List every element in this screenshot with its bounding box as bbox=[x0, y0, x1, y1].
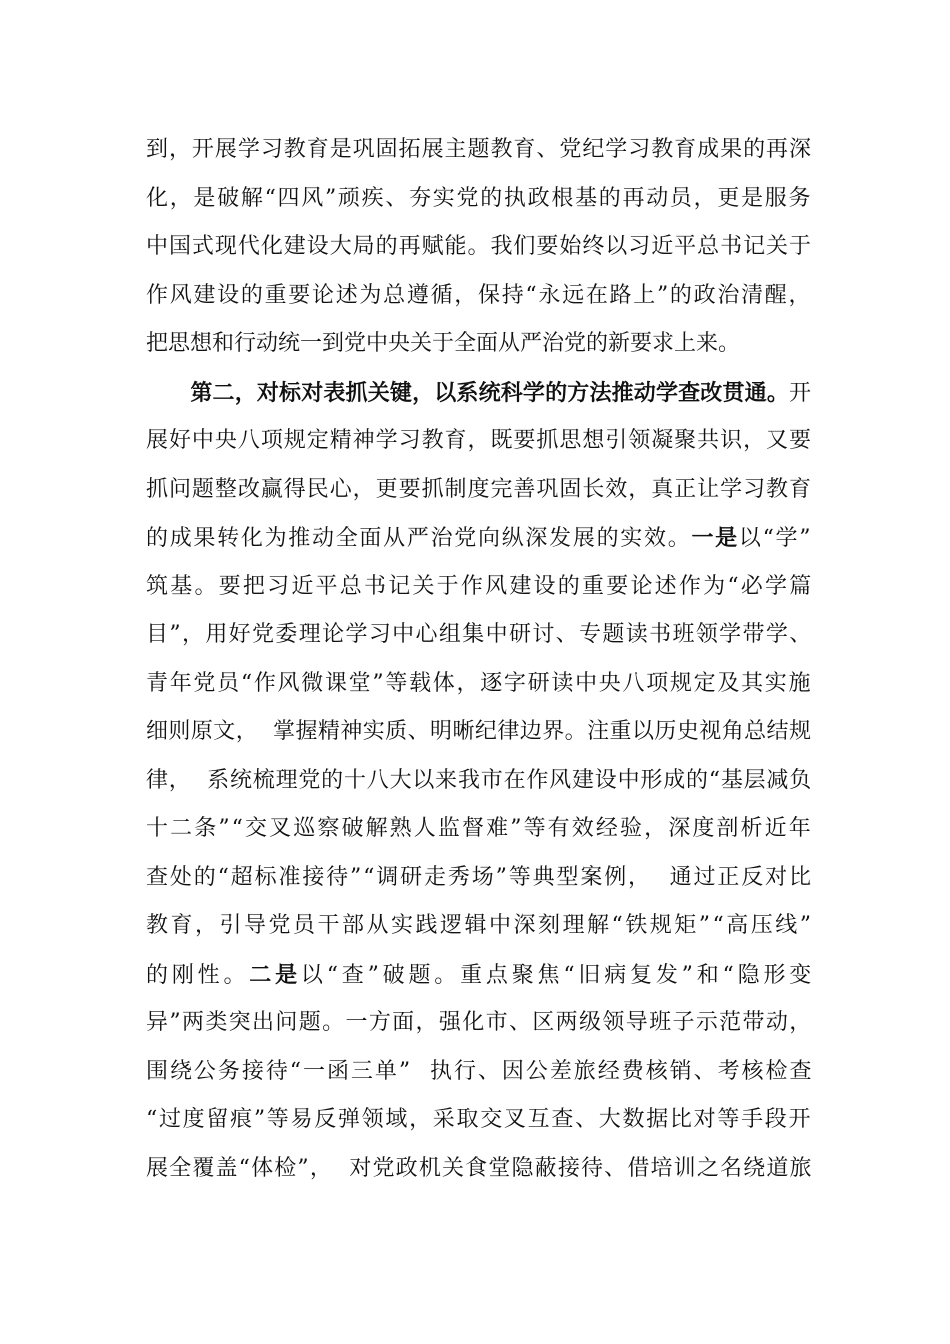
text-segment: 作风建设的重要论述为总遵循，保持“永远在路上”的政治清醒， bbox=[146, 282, 813, 308]
text-line bbox=[146, 470, 812, 510]
text-segment: 教育，引导党员干部从实践逻辑中深刻理解“铁规矩”“高压线” bbox=[146, 913, 814, 938]
text-line bbox=[146, 1149, 813, 1189]
text-line bbox=[146, 1052, 813, 1092]
text-line bbox=[146, 179, 812, 219]
text-line bbox=[146, 664, 812, 704]
text-segment: 异”两类突出问题。一方面，强化市、区两级领导班子示范带动， bbox=[146, 1010, 813, 1035]
text-segment: 围绕公务接待“一函三单” 执行、因公差旅经费核销、考核检查 bbox=[146, 1058, 814, 1084]
text-segment: 展好中央八项规定精神学习教育，既要抓思想引领凝聚共识，又要 bbox=[146, 428, 812, 453]
text-line bbox=[146, 324, 740, 364]
text-line bbox=[146, 858, 813, 898]
text-segment: 细则原文， 掌握精神实质、明晰纪律边界。注重以历史视角总结规 bbox=[146, 719, 812, 744]
text-segment: 的刚性。 bbox=[146, 962, 250, 988]
text-line bbox=[146, 615, 813, 655]
text-line bbox=[146, 276, 812, 316]
text-line bbox=[146, 130, 812, 170]
text-segment: 开 bbox=[789, 380, 812, 406]
bold-text-segment: 一是 bbox=[691, 525, 739, 551]
text-line bbox=[146, 1003, 813, 1043]
bold-text-segment: 二是 bbox=[249, 961, 301, 988]
text-segment: 查处的“超标准接待”“调研走秀场”等典型案例， 通过正反对比 bbox=[146, 864, 813, 890]
text-segment: 以“学” bbox=[738, 526, 813, 551]
text-segment: 展全覆盖“体检”， 对党政机关食堂隐蔽接待、借培训之名绕道旅 bbox=[146, 1155, 813, 1181]
text-segment: 把思想和行动统一到党中央关于全面从严治党的新要求上来。 bbox=[146, 331, 741, 356]
text-line bbox=[146, 373, 811, 413]
text-segment: 律， 系统梳理党的十八大以来我市在作风建设中形成的“基层减负 bbox=[146, 767, 813, 793]
text-line bbox=[146, 955, 815, 995]
text-segment: 抓问题整改赢得民心，更要抓制度完善巩固长效，真正让学习教育 bbox=[146, 476, 812, 502]
text-line bbox=[146, 809, 813, 849]
text-line bbox=[146, 1100, 812, 1140]
text-segment: 化，是破解“四风”顽疾、夯实党的执政根基的再动员，更是服务 bbox=[146, 185, 813, 211]
text-line bbox=[146, 761, 812, 801]
text-segment: 十二条”“交叉巡察破解熟人监督难”等有效经验，深度剖析近年 bbox=[146, 816, 813, 841]
text-line bbox=[146, 421, 812, 461]
text-line bbox=[146, 906, 814, 946]
bold-text-segment: 第二，对标对表抓关键，以系统科学的方法推动学查改贯通。 bbox=[146, 379, 790, 406]
text-segment: 目”，用好党委理论学习中心组集中研讨、专题读书班领学带学、 bbox=[146, 622, 813, 647]
text-segment: 青年党员“作风微课堂”等载体，逐字研读中央八项规定及其实施 bbox=[146, 670, 813, 696]
text-line bbox=[146, 712, 811, 752]
text-segment: “过度留痕”等易反弹领域，采取交叉互查、大数据比对等手段开 bbox=[146, 1107, 813, 1132]
text-segment: 以“查”破题。重点聚焦“旧病复发”和“隐形变 bbox=[300, 962, 816, 988]
text-segment: 筑基。要把习近平总书记关于作风建设的重要论述作为“必学篇 bbox=[146, 573, 814, 599]
text-line bbox=[146, 227, 812, 267]
text-segment: 中国式现代化建设大局的再赋能。我们要始终以习近平总书记关于 bbox=[146, 234, 812, 259]
text-segment: 的成果转化为推动全面从严治党向纵深发展的实效。 bbox=[146, 526, 692, 551]
text-line bbox=[146, 567, 813, 607]
text-line bbox=[146, 518, 812, 558]
text-segment: 到，开展学习教育是巩固拓展主题教育、党纪学习教育成果的再深 bbox=[146, 137, 812, 162]
